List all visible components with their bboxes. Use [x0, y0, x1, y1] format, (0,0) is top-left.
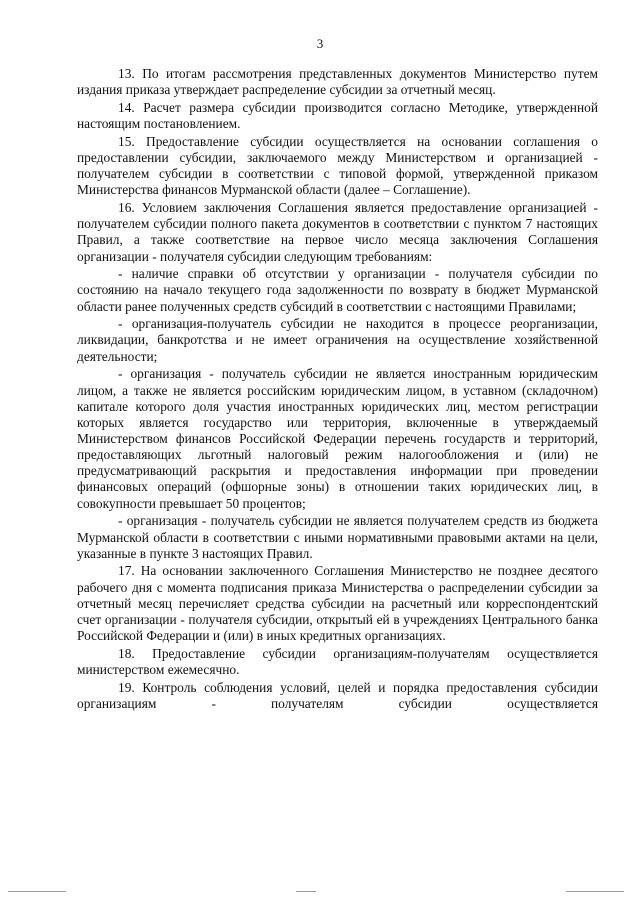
requirement-item: - организация-получатель субсидии не находится в процессе реорганизации, ликвидации, банкротства и не имеет ограничения на осуществление хозяйственной деятельности;	[77, 316, 598, 364]
footer-rule	[8, 891, 66, 892]
paragraph-19: 19. Контроль соблюдения условий, целей и порядка предоставления субсидии организациям - получателям субсидии осуществляется	[77, 679, 598, 711]
paragraph-16: 16. Условием заключения Соглашения является предоставление организацией - получателем субсидии полного пакета документов в соответствии с пунктом 7 настоящих Правил, а также соответствие на первое число месяца заключения Соглашения организации - получателя субсидии следующим требованиям:	[77, 200, 598, 264]
requirement-item: - наличие справки об отсутствии у организации - получателя субсидии по состоянию на начало текущего года задолженности по возврату в бюджет Мурманской области ранее полученных средств субсидий в соответствии с настоящими Правилами;	[77, 266, 598, 314]
page-number: 3	[316, 36, 324, 51]
document-body	[77, 66, 598, 712]
requirement-item: - организация - получатель субсидии не является получателем средств из бюджета Мурманской области в соответствии с иными нормативными правовыми актами на цели, указанные в пункте 3 настоящих Правил.	[77, 513, 598, 561]
requirement-item: - организация - получатель субсидии не является иностранным юридическим лицом, а также не является российским юридическим лицом, в уставном (складочном) капитале которого доля участия иностранных юридических лиц, местом регистрации которых является государство или территория, включенные в утверждаемый Министерством финансов Российской Федерации перечень государств и территорий, предоставляющих льготный налоговый режим налогообложения и (или) не предусматривающий раскрытия и предоставления информации при проведении финансовых операций (офшорные зоны) в отношении таких юридических лиц, в совокупности превышает 50 процентов;	[77, 366, 598, 511]
paragraph-18: 18. Предоставление субсидии организациям-получателям осуществляется министерством ежемесячно.	[77, 645, 598, 677]
paragraph-17: 17. На основании заключенного Соглашения Министерство не позднее десятого рабочего дня с момента подписания приказа Министерства о распределении субсидии за отчетный месяц перечисляет средства субсидии на расчетный или корреспондентский счет организации - получателя субсидии, открытый ей в учреждениях Центрального банка Российской Федерации и (или) в иных кредитных организациях.	[77, 563, 598, 644]
paragraph-13: 13. По итогам рассмотрения представленных документов Министерство путем издания приказа утверждает распределение субсидии за отчетный месяц.	[77, 66, 598, 98]
paragraph-15: 15. Предоставление субсидии осуществляется на основании соглашения о предоставлении субсидии, заключаемого между Министерством и организацией - получателем субсидии в соответствии с типовой формой, утвержденной приказом Министерства финансов Мурманской области (далее – Соглашение).	[77, 133, 598, 198]
footer-rule	[566, 891, 624, 892]
footer-rule	[296, 891, 316, 892]
paragraph-14: 14. Расчет размера субсидии производится согласно Методике, утвержденной настоящим постановлением.	[77, 99, 598, 132]
